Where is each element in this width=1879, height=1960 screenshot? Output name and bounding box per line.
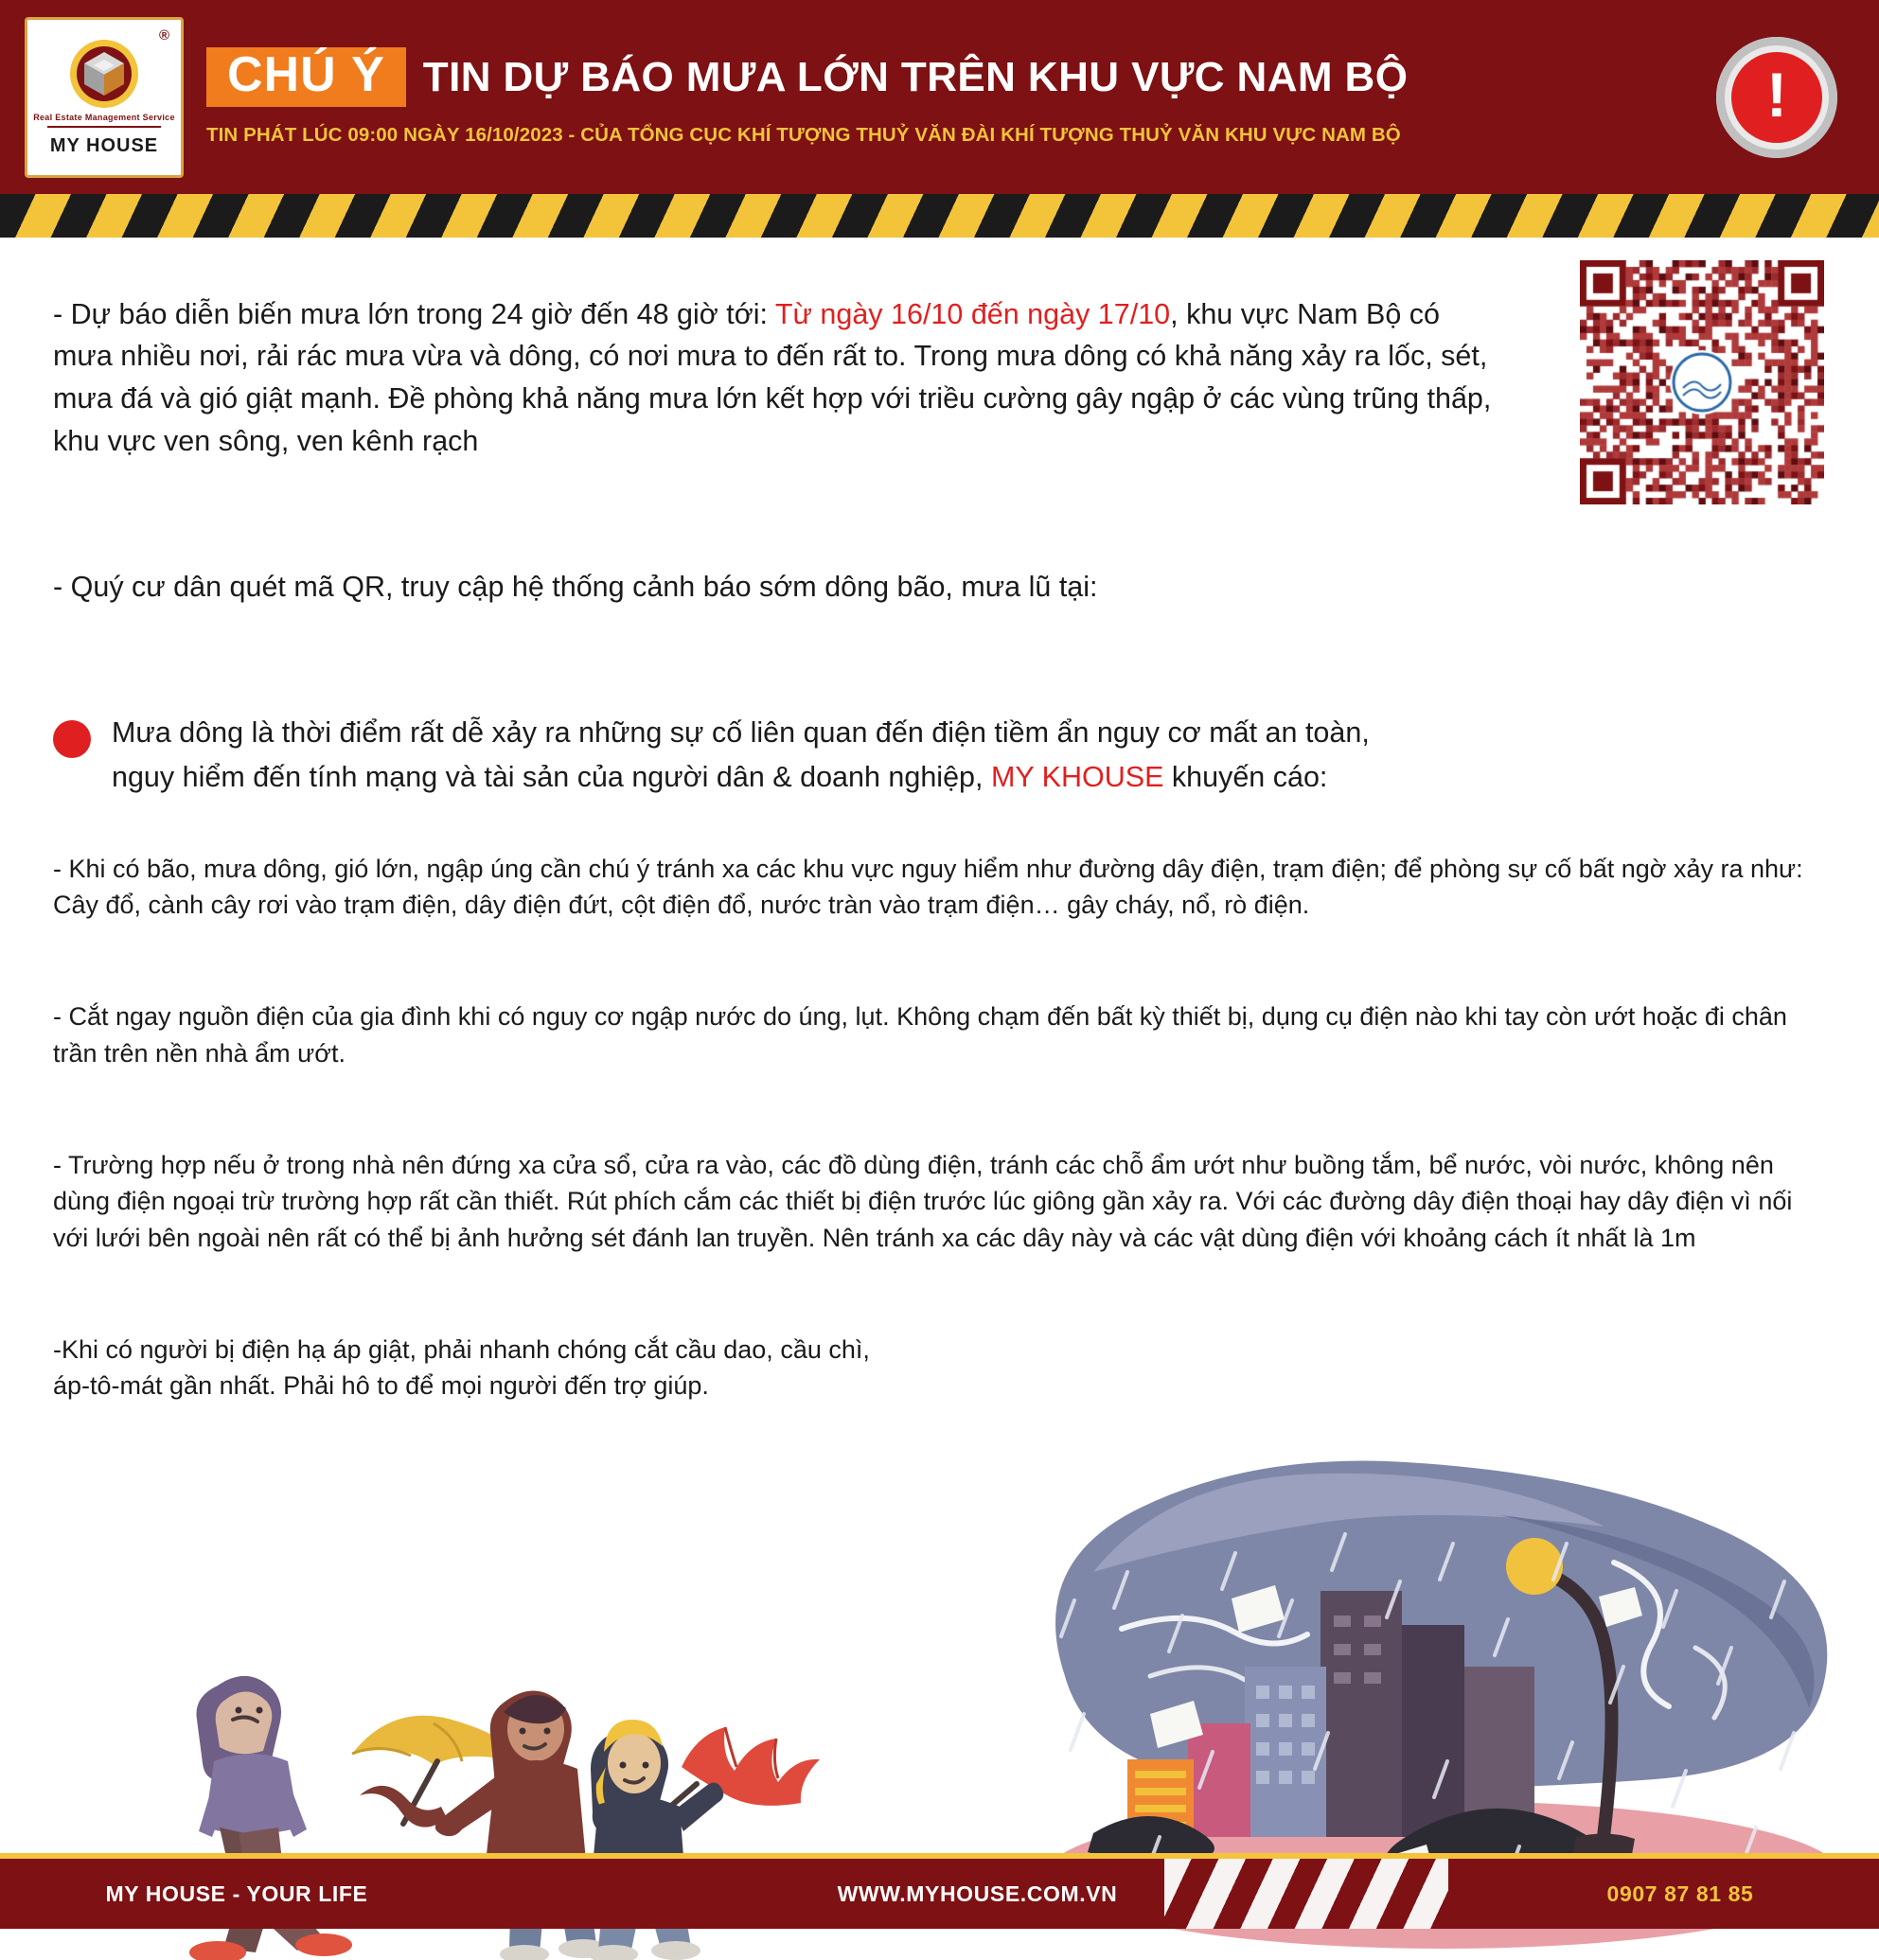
qr-code-canvas: [1580, 260, 1824, 504]
page-footer: [0, 1859, 1879, 1929]
forecast-paragraph: [53, 293, 1492, 463]
logo-tagline: Real Estate Management Service: [33, 113, 175, 122]
exclamation-glyph: !: [1731, 52, 1822, 143]
footer-slogan: MY HOUSE - YOUR LIFE: [105, 1881, 368, 1906]
advice-paragraph: - Cắt ngay nguồn điện của gia đình khi có nguy cơ ngập nước do úng, lụt. Không chạm đến bất kỳ thiết bị, dụng cụ điện nào khi tay còn ướt hoặc đi chân trần trên nền nhà ẩm ướt.: [53, 1002, 1787, 1068]
cube-logo-icon: [67, 37, 141, 111]
red-bullet-icon: [53, 720, 91, 758]
recommendation-line-1: Mưa dông là thời điểm rất dễ xảy ra những sự cố liên quan đến điện tiềm ẩn nguy cơ mất an toàn,: [112, 716, 1370, 750]
registered-mark-icon: ®: [158, 26, 169, 44]
header-text-block: [184, 47, 1716, 147]
page-header: [0, 0, 1879, 194]
page-subtitle: TIN PHÁT LÚC 09:00 NGÀY 16/10/2023 - CỦA TỔNG CỤC KHÍ TƯỢNG THUỶ VĂN ĐÀI KHÍ TƯỢNG THUỶ VĂN KHU VỰC NAM BỘ: [206, 123, 1401, 146]
forecast-date-range: Từ ngày 16/10 đến ngày 17/10: [774, 297, 1171, 330]
header-title-row: [206, 47, 1707, 107]
advice-paragraph: - Khi có bão, mưa dông, gió lớn, ngập úng cần chú ý tránh xa các khu vực nguy hiểm như đường dây điện, trạm điện; để phòng sự cố bất ngờ xảy ra như: Cây đổ, cành cây rơi vào trạm điện, dây điện đứt, cột điện đổ, nước tràn vào trạm điện… gây cháy, nổ, rò điện.: [53, 854, 1803, 919]
hazard-stripe-top: [0, 194, 1879, 239]
recommendation-line-2-post: khuyến cáo:: [1163, 761, 1328, 794]
forecast-rest: , khu vực Nam Bộ có mưa nhiều nơi, rải rác mưa vừa và dông, có nơi mưa to đến rất to. Trong mưa dông có khả năng xảy ra lốc, sét, mưa đá và gió giật mạnh. Đề phòng khả năng mưa lớn kết hợp với triều cường gây ngập ở các vùng trũng thấp, khu vực ven sông, ven kênh rạch: [53, 297, 1492, 457]
company-logo: [25, 17, 184, 178]
main-content: [0, 239, 1879, 1404]
page-title: TIN DỰ BÁO MƯA LỚN TRÊN KHU VỰC NAM BỘ: [422, 53, 1409, 100]
footer-hazard-stripe: [1164, 1859, 1448, 1929]
logo-divider: [47, 126, 161, 128]
brand-name: MY KHOUSE: [990, 761, 1164, 794]
forecast-prefix: - Dự báo diễn biến mưa lớn trong 24 giờ đến 48 giờ tới:: [53, 297, 775, 330]
forecast-paragraph-block: [53, 293, 1492, 463]
recommendation-header-text: [112, 711, 1370, 801]
footer-website[interactable]: WWW.MYHOUSE.COM.VN: [837, 1881, 1118, 1906]
advice-paragraph: -Khi có người bị điện hạ áp giật, phải nhanh chóng cắt cầu dao, cầu chì, áp-tô-mát gần nhất. Phải hô to để mọi người đến trợ giúp.: [53, 1334, 870, 1401]
footer-phone[interactable]: 0907 87 81 85: [1606, 1881, 1754, 1906]
recommendation-line-2-pre: nguy hiểm đến tính mạng và tài sản của người dân & doanh nghiệp,: [112, 761, 991, 794]
recommendation-header: [53, 711, 1826, 801]
attention-badge: CHÚ Ý: [206, 47, 406, 107]
logo-company-name: MY HOUSE: [49, 135, 159, 156]
recommendation-line-2: [112, 755, 1370, 800]
advice-paragraph: - Trường hợp nếu ở trong nhà nên đứng xa cửa sổ, cửa ra vào, các đồ dùng điện, tránh các chỗ ẩm ướt như buồng tắm, bể nước, vòi nước, không nên dùng điện ngoại trừ trường hợp rất cần thiết. Rút phích cắm các thiết bị điện trước lúc giông gần xảy ra. Với các đường dây điện thoại hay dây điện vì nối với lưới bên ngoài nên rất có thể bị ảnh hưởng sét đánh lan truyền. Nên tránh xa các dây này và các vật dùng điện với khoảng cách ít nhất là 1m: [53, 1150, 1793, 1252]
qr-instruction: - Quý cư dân quét mã QR, truy cập hệ thống cảnh báo sớm dông bão, mưa lũ tại:: [53, 570, 1098, 603]
exclamation-warning-icon: [1716, 37, 1837, 158]
qr-code[interactable]: [1580, 260, 1824, 504]
